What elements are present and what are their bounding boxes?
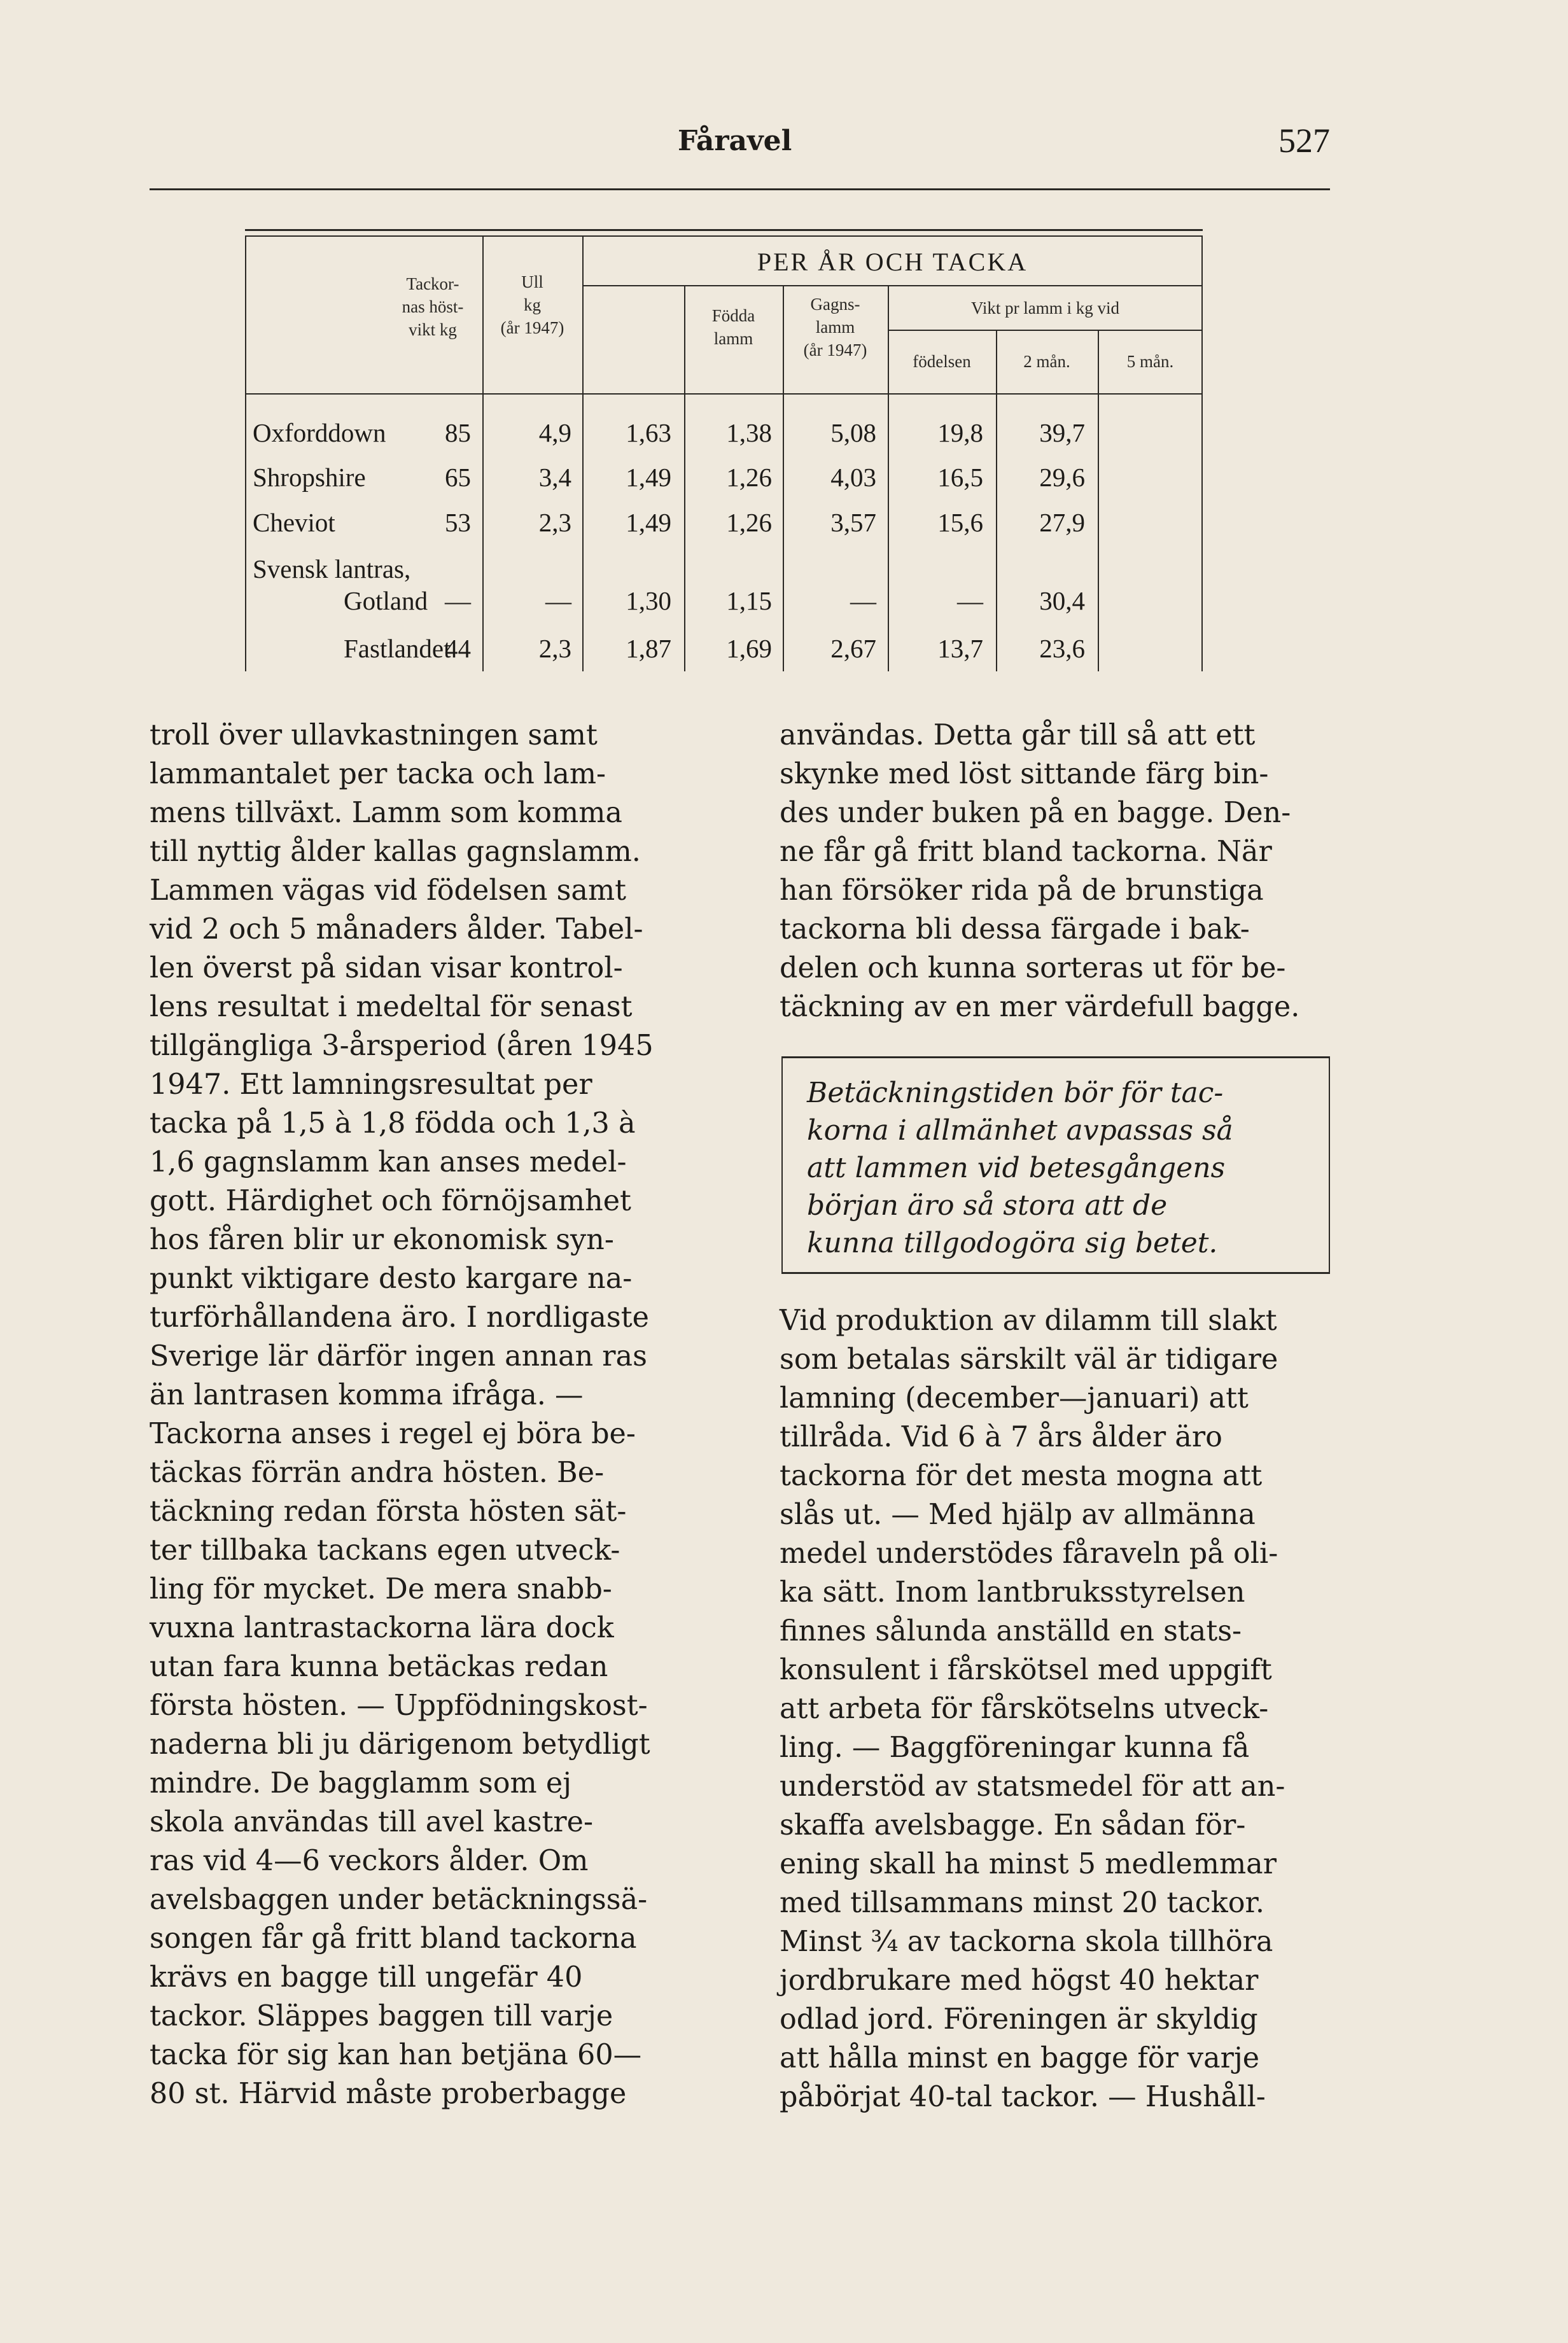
text-line: Vid produktion av dilamm till slakt	[780, 1304, 1277, 1337]
text-line: vuxna lantrastackorna lära dock	[150, 1612, 614, 1644]
table-top-rule-inner	[245, 235, 1203, 237]
cell-born: 1,49	[626, 463, 671, 492]
text-line: skaffa avelsbagge. En sådan för-	[780, 1809, 1246, 1842]
cell-5m-weight: 29,6	[1039, 463, 1085, 492]
text-line: Tackorna anses i regel ej böra be-	[150, 1418, 636, 1450]
cell-5m-weight: 30,4	[1039, 586, 1085, 615]
callout-box	[781, 1056, 1330, 1274]
cell-useful: 1,15	[726, 586, 772, 615]
text-line: finnes sålunda anställd en stats-	[780, 1615, 1242, 1647]
text-line: tacka för sig kan han betjäna 60—	[150, 2039, 642, 2071]
cell-2m-weight: 19,8	[937, 418, 983, 447]
cell-weight: 53	[445, 508, 471, 537]
text-line: ling. — Baggföreningar kunna få	[780, 1731, 1250, 1764]
cell-5m-weight: 27,9	[1039, 508, 1085, 537]
text-line: tillråda. Vid 6 à 7 års ålder äro	[780, 1421, 1222, 1453]
callout-line: korna i allmänhet avpassas så	[807, 1114, 1233, 1147]
text-line: punkt viktigare desto kargare na-	[150, 1262, 633, 1295]
row-label: Cheviot	[253, 508, 335, 537]
table-left-rule	[245, 237, 246, 671]
text-line: skola användas till avel kastre-	[150, 1806, 593, 1838]
table-col-rule	[996, 331, 997, 671]
text-line: ening skall ha minst 5 medlemmar	[780, 1848, 1277, 1880]
callout-line: Betäckningstiden bör för tac-	[807, 1077, 1224, 1109]
row-label: Oxforddown	[253, 418, 386, 447]
text-line: första hösten. — Uppfödningskost-	[150, 1689, 648, 1722]
cell-born: 1,30	[626, 586, 671, 615]
cell-weight: —	[445, 586, 471, 615]
cell-birth-weight: 3,57	[830, 508, 876, 537]
text-line: han försöker rida på de brunstiga	[780, 874, 1264, 907]
cell-birth-weight: 2,67	[830, 634, 876, 663]
text-line: lamning (december—januari) att	[780, 1382, 1249, 1415]
row-label: Shropshire	[253, 463, 366, 492]
text-line: Lammen vägas vid födelsen samt	[150, 874, 627, 907]
text-line: tackorna bli dessa färgade i bak-	[780, 913, 1250, 946]
cell-weight: 85	[445, 418, 471, 447]
header-autumn-weight: Tackor- nas höst- vikt kg	[402, 274, 464, 339]
cell-5m-weight: 23,6	[1039, 634, 1085, 663]
text-line: än lantrasen komma ifråga. —	[150, 1379, 584, 1411]
right-column-bottom	[780, 1301, 1333, 2116]
callout-right-rule	[1329, 1056, 1330, 1274]
header-wool: Ull kg (år 1947)	[500, 272, 564, 337]
text-line: ter tillbaka tackans egen utveck-	[150, 1534, 620, 1567]
cell-wool: 2,3	[538, 634, 571, 663]
right-column-top	[780, 716, 1333, 1026]
text-line: användas. Detta går till så att ett	[780, 719, 1256, 752]
left-column	[150, 716, 706, 2113]
text-line: medel understödes fåraveln på oli-	[780, 1537, 1278, 1570]
text-line: naderna bli ju därigenom betydligt	[150, 1728, 650, 1761]
group-header: PER ÅR OCH TACKA	[757, 248, 1028, 276]
text-line: ne får gå fritt bland tackorna. När	[780, 836, 1272, 868]
text-line: odlad jord. Föreningen är skyldig	[780, 2003, 1258, 2036]
callout-line: början äro så stora att de	[807, 1189, 1168, 1222]
table-header-rule	[245, 393, 1203, 395]
header-at-birth: födelsen	[913, 352, 971, 371]
text-line: ras vid 4—6 veckors ålder. Om	[150, 1845, 589, 1877]
text-line: lens resultat i medeltal för senast	[150, 991, 633, 1023]
row-sublabel: Gotland	[344, 586, 428, 615]
text-line: avelsbaggen under betäckningssä-	[150, 1884, 648, 1916]
text-line: till nyttig ålder kallas gagnslamm.	[150, 836, 641, 868]
cell-2m-weight: 16,5	[937, 463, 983, 492]
header-5-months: 5 mån.	[1126, 352, 1174, 371]
cell-2m-weight: —	[957, 586, 983, 615]
text-line: 1,6 gagnslamm kan anses medel-	[150, 1146, 627, 1178]
cell-useful: 1,26	[726, 463, 772, 492]
callout-line: att lammen vid betesgångens	[807, 1152, 1226, 1184]
cell-born: 1,49	[626, 508, 671, 537]
cell-born: 1,63	[626, 418, 671, 447]
cell-born: 1,87	[626, 634, 671, 663]
text-line: Sverige lär därför ingen annan ras	[150, 1340, 647, 1373]
cell-2m-weight: 15,6	[937, 508, 983, 537]
text-line: mens tillväxt. Lamm som komma	[150, 797, 622, 829]
text-line: lammantalet per tacka och lam-	[150, 758, 606, 790]
header-weight-group: Vikt pr lamm i kg vid	[970, 298, 1120, 318]
text-line: att hålla minst en bagge för varje	[780, 2042, 1260, 2074]
text-line: delen och kunna sorteras ut för be-	[780, 952, 1286, 984]
text-line: slås ut. — Med hjälp av allmänna	[780, 1499, 1256, 1531]
weight-group-rule	[888, 330, 1203, 331]
text-line: täckning av en mer värdefull bagge.	[780, 991, 1300, 1023]
text-line: hos fåren blir ur ekonomisk syn-	[150, 1224, 614, 1256]
text-line: täckning redan första hösten sät-	[150, 1495, 627, 1528]
text-line: tillgängliga 3-årsperiod (åren 1945	[150, 1030, 654, 1062]
text-line: utan fara kunna betäckas redan	[150, 1651, 608, 1683]
text-line: Minst ¾ av tackorna skola tillhöra	[780, 1926, 1273, 1958]
text-line: tackorna för det mesta mogna att	[780, 1460, 1263, 1492]
cell-useful: 1,26	[726, 508, 772, 537]
text-line: len överst på sidan visar kontrol-	[150, 952, 623, 984]
header-useful-lambs: Gagns- lamm (år 1947)	[803, 295, 867, 360]
cell-birth-weight: 4,03	[830, 463, 876, 492]
text-line: troll över ullavkastningen samt	[150, 719, 598, 752]
cell-weight: 65	[445, 463, 471, 492]
cell-wool: 2,3	[538, 508, 571, 537]
text-line: ling för mycket. De mera snabb-	[150, 1573, 612, 1605]
text-line: des under buken på en bagge. Den-	[780, 797, 1291, 829]
running-head	[150, 121, 1330, 165]
header-2-months: 2 mån.	[1023, 352, 1070, 371]
cell-birth-weight: —	[850, 586, 876, 615]
cell-wool: —	[545, 586, 571, 615]
page-title: Fåravel	[678, 125, 792, 157]
cell-2m-weight: 13,7	[937, 634, 983, 663]
cell-useful: 1,38	[726, 418, 772, 447]
text-line: med tillsammans minst 20 tackor.	[780, 1887, 1265, 1919]
text-line: tacka på 1,5 à 1,8 födda och 1,3 à	[150, 1107, 636, 1140]
text-line: skynke med löst sittande färg bin-	[780, 758, 1269, 790]
text-line: täckas förrän andra hösten. Be-	[150, 1457, 605, 1489]
cell-weight: 44	[445, 634, 471, 663]
text-line: tackor. Släppes baggen till varje	[150, 2000, 613, 2032]
page-number: 527	[1278, 122, 1330, 160]
row-label: Svensk lantras,	[253, 554, 411, 584]
statistics-table	[245, 229, 1203, 671]
cell-useful: 1,69	[726, 634, 772, 663]
callout-left-rule	[781, 1056, 783, 1274]
header-rule	[150, 188, 1330, 190]
callout-top-rule	[781, 1056, 1330, 1058]
group-header-rule	[582, 285, 1203, 286]
text-line: som betalas särskilt väl är tidigare	[780, 1343, 1278, 1376]
callout-text	[807, 1074, 1305, 1262]
text-line: påbörjat 40-tal tackor. — Hushåll-	[780, 2081, 1266, 2113]
text-line: songen får gå fritt bland tackorna	[150, 1922, 637, 1955]
text-line: 1947. Ett lamningsresultat per	[150, 1068, 592, 1101]
text-line: konsulent i fårskötsel med uppgift	[780, 1654, 1272, 1686]
text-line: jordbrukare med högst 40 hektar	[780, 1964, 1259, 1997]
text-line: turförhållandena äro. I nordligaste	[150, 1301, 649, 1334]
cell-wool: 3,4	[538, 463, 571, 492]
text-line: understöd av statsmedel för att an-	[780, 1770, 1285, 1803]
cell-5m-weight: 39,7	[1039, 418, 1085, 447]
callout-line: kunna tillgodogöra sig betet.	[807, 1227, 1218, 1259]
text-line: mindre. De bagglamm som ej	[150, 1767, 572, 1800]
text-line: 80 st. Härvid måste proberbagge	[150, 2078, 627, 2110]
text-line: gott. Härdighet och förnöjsamhet	[150, 1185, 631, 1217]
text-line: krävs en bagge till ungefär 40	[150, 1961, 583, 1994]
callout-bottom-rule	[781, 1272, 1330, 1274]
header-born-lambs: Födda lamm	[711, 306, 755, 348]
table-col-rule	[1098, 331, 1099, 671]
cell-wool: 4,9	[538, 418, 571, 447]
text-line: att arbeta för fårskötselns utveck-	[780, 1693, 1269, 1725]
text-line: vid 2 och 5 månaders ålder. Tabel-	[150, 913, 643, 946]
cell-birth-weight: 5,08	[830, 418, 876, 447]
table-top-rule	[245, 229, 1203, 231]
row-sublabel: Fastlandet	[344, 634, 451, 663]
text-line: ka sätt. Inom lantbruksstyrelsen	[780, 1576, 1245, 1609]
